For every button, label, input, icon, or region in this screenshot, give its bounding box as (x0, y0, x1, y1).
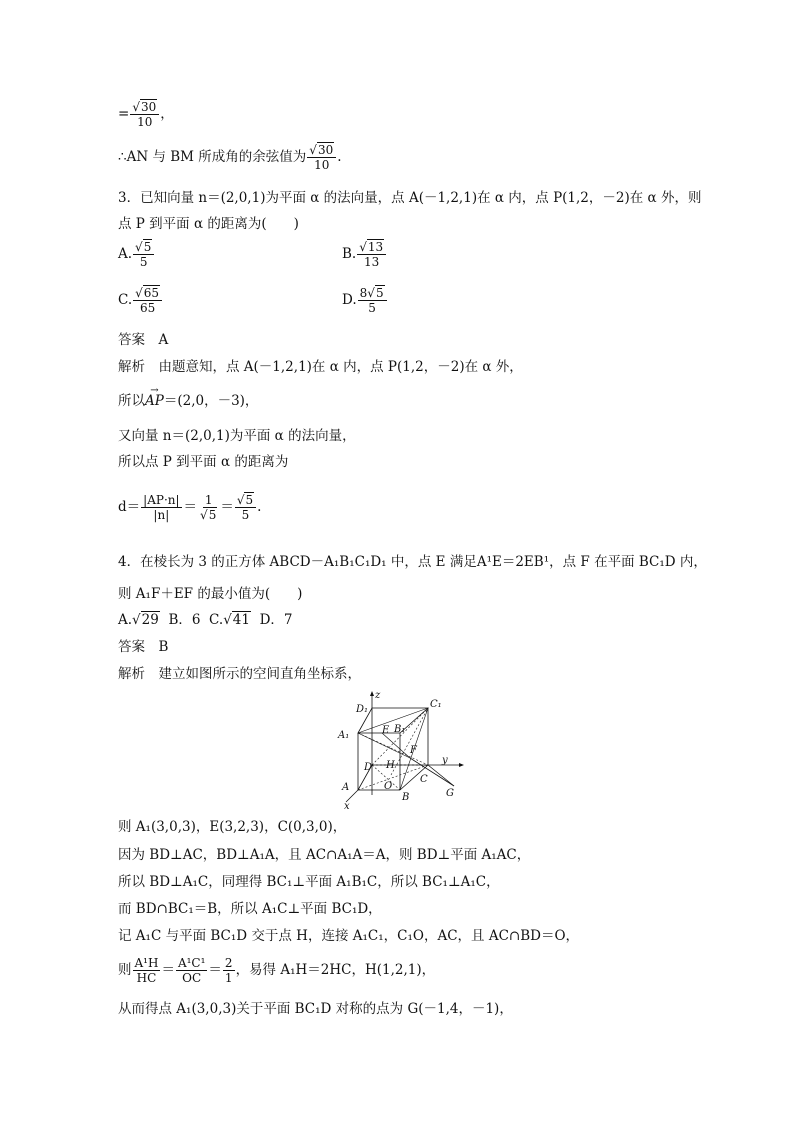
denominator: |n| (153, 508, 170, 522)
period: . (257, 499, 262, 515)
fraction-1-over-sqrt5: $\frac{1}{√5}$ (200, 493, 217, 522)
q4-line-ratio (118, 956, 435, 985)
z-axis-arrow-icon (370, 691, 374, 696)
distance-fraction (141, 493, 181, 522)
q4-stem-line-1: 4．在棱长为 3 的正方体 ABCD－A₁B₁C₁D₁ 中，点 E 满足A¹E＝2EB¹，点 F 在平面 BC₁D 内， (118, 554, 707, 570)
q4-line-bc1-perp: 所以 BD⊥A₁C，同理得 BC₁⊥平面 A₁B₁C，所以 BC₁⊥A₁C， (118, 874, 500, 890)
q4-analysis-line-1: 解析 建立如图所示的空间直角坐标系， (118, 666, 361, 682)
radicand: 5 (143, 240, 152, 254)
comma: ， (160, 106, 174, 122)
q3-analysis-line-3: 又向量 n＝(2,0,1)为平面 α 的法向量， (118, 428, 356, 444)
radicand: 5 (208, 508, 217, 522)
denominator: 1 (224, 971, 233, 985)
conclusion-text: ∴AN 与 BM 所成角的余弦值为 (118, 149, 307, 165)
option-c-label: C. (209, 612, 224, 628)
numerator: A¹H (134, 956, 159, 970)
cube-coordinate-figure (330, 690, 470, 810)
period: . (337, 149, 342, 165)
equals-sign: ＝ (208, 962, 222, 978)
text: 所以 (118, 393, 145, 409)
q3-option-c (118, 286, 163, 315)
fraction-a1c1-over-oc (176, 956, 207, 985)
line-a1f (358, 733, 410, 758)
radicand: 5 (245, 493, 254, 507)
label-b: B (402, 792, 410, 803)
label-c: C (420, 774, 428, 785)
label-h: H (386, 760, 395, 771)
label-d1: D₁ (356, 704, 369, 715)
option-fraction: $\frac{√13}{13}$ (357, 240, 386, 269)
q3-option-a (118, 240, 155, 269)
coefficient: 8 (359, 286, 368, 300)
vector-ap: → AP (145, 391, 164, 411)
equals-sign: ＝ (161, 962, 175, 978)
option-fraction: $\frac{√5}{5}$ (133, 240, 154, 269)
denominator: 65 (139, 301, 156, 315)
cosine-value-line (118, 100, 174, 129)
label-y: y (442, 755, 448, 766)
numerator: |AP·n| (143, 493, 180, 507)
text: 则 (118, 962, 132, 978)
distance-formula (118, 493, 261, 522)
denominator: HC (136, 971, 157, 985)
numerator: 2 (224, 956, 233, 970)
denominator: 5 (368, 301, 376, 315)
denominator: 10 (314, 158, 330, 172)
label-c1: C₁ (430, 699, 442, 710)
line-cg (428, 765, 454, 786)
q4-line-intersection-h: 记 A₁C 与平面 BC₁D 交于点 H，连接 A₁C₁，C₁O，AC，且 AC∩BD＝O， (118, 928, 580, 944)
q4-line-a1c-perp: 而 BD∩BC₁＝B，所以 A₁C⊥平面 BC₁D， (118, 901, 382, 917)
d-label: d＝ (118, 499, 141, 515)
q4-answer: 答案 B (118, 639, 169, 655)
radicand: 30 (140, 100, 157, 114)
numerator: 1 (204, 493, 213, 507)
radicand: 65 (143, 286, 160, 300)
y-axis-arrow-icon (459, 763, 464, 767)
denominator: 5 (139, 255, 148, 269)
option-label: A. (118, 246, 133, 262)
label-z: z (375, 690, 381, 701)
label-b1: B₁ (394, 724, 406, 735)
label-e: E (382, 725, 390, 736)
q4-stem-line-2: 则 A₁F＋EF 的最小值为( ) (118, 586, 303, 602)
fraction-sqrt5-over-5: $\frac{√5}{5}$ (235, 493, 256, 522)
fraction-2-over-1 (223, 956, 235, 985)
q4-options: A.√29 B．6 C.√41 D．7 (118, 612, 293, 628)
option-label: D. (342, 292, 357, 308)
label-g: G (446, 788, 454, 799)
radicand: 13 (367, 240, 384, 254)
equals-sign: ＝ (183, 499, 198, 515)
option-label: B. (342, 246, 357, 262)
fraction-sqrt30-over-10: $\frac{√30}{10}$ (130, 100, 159, 129)
denominator: OC (182, 971, 202, 985)
line-a1c1 (358, 708, 428, 733)
q3-stem-line-1: 3．已知向量 n＝(2,0,1)为平面 α 的法向量，点 A(－1,2,1)在 α 内，点 P(1,2，－2)在 α 外，则 (118, 190, 702, 206)
denominator: 10 (137, 115, 153, 129)
fraction-sqrt30-over-10: $\frac{√30}{10}$ (307, 143, 336, 172)
q3-analysis-line-1: 解析 由题意知，点 A(－1,2,1)在 α 内，点 P(1,2，－2)在 α 外， (118, 359, 523, 375)
q4-line-bd-perp: 因为 BD⊥AC，BD⊥A₁A，且 AC∩A₁A＝A，则 BD⊥平面 A₁AC， (118, 847, 531, 863)
numerator: A¹C¹ (177, 956, 206, 970)
option-a-label: A. (118, 612, 133, 628)
label-a1: A₁ (338, 730, 350, 741)
option-fraction: $\frac{8√5}{5}$ (358, 286, 387, 315)
q3-option-d (342, 286, 388, 315)
q3-analysis-line-2 (118, 391, 258, 411)
label-d: D (364, 762, 373, 773)
equals-sign: = (118, 106, 130, 122)
q3-option-b (342, 240, 387, 269)
option-label: C. (118, 292, 133, 308)
denominator: 13 (364, 255, 380, 269)
option-c-value: 41 (232, 612, 250, 628)
radicand: 5 (375, 286, 384, 300)
q4-line-coords: 则 A₁(3,0,3)，E(3,2,3)，C(0,3,0)， (118, 819, 347, 835)
label-o: O (384, 781, 393, 792)
equals-sign: ＝ (220, 499, 234, 515)
radicand: 30 (317, 143, 334, 157)
fraction-a1h-over-hc (133, 956, 161, 985)
q3-answer: 答案 A (118, 332, 169, 348)
text: ，易得 A₁H＝2HC，H(1,2,1)， (235, 962, 436, 978)
line-ef (382, 733, 410, 758)
denominator: 5 (241, 508, 250, 522)
option-d: D．7 (259, 612, 293, 628)
option-a-value: 29 (141, 612, 159, 628)
conclusion-line (118, 143, 342, 172)
q3-stem-line-2: 点 P 到平面 α 的距离为( ) (118, 216, 299, 232)
text: ＝(2,0，－3)， (163, 393, 259, 409)
option-b: B．6 (168, 612, 201, 628)
label-a: A (342, 782, 350, 793)
option-fraction: $\frac{√65}{65}$ (133, 286, 162, 315)
q3-analysis-line-4: 所以点 P 到平面 α 的距离为 (118, 454, 289, 470)
label-x: x (344, 801, 350, 810)
q4-line-symmetric-point: 从而得点 A₁(3,0,3)关于平面 BC₁D 对称的点为 G(－1,4，－1)， (118, 1001, 513, 1017)
label-f: F (410, 745, 417, 756)
